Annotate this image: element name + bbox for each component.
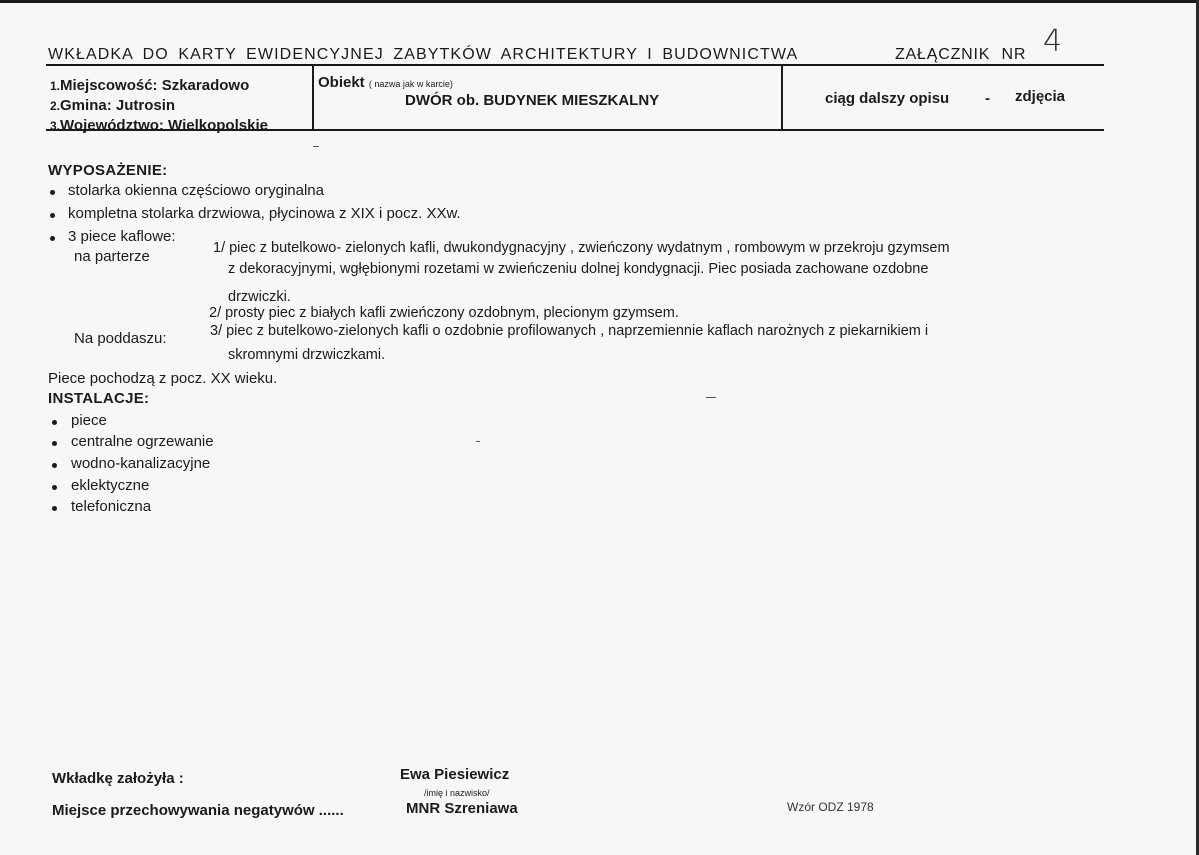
location-town: 1.Miejscowość: Szkaradowo xyxy=(50,77,250,94)
stove-3-line-1: 3/ piec z butelkowo-zielonych kafli o ozdobnie profilowanych , naprzemiennie kaflach narożnych z piekarnikiem i xyxy=(210,323,929,339)
equipment-item-windows: stolarka okienna częściowo oryginalna xyxy=(68,182,324,199)
photos-label: zdjęcia xyxy=(1015,88,1066,105)
ground-floor-label: na parterze xyxy=(74,248,150,265)
bullet xyxy=(52,441,57,446)
scan-speck xyxy=(706,397,716,398)
attachment-label: ZAŁĄCZNIK NR xyxy=(895,46,1027,63)
continuation-dash: - xyxy=(985,90,990,107)
object-label: Obiekt ( nazwa jak w karcie) xyxy=(318,74,453,91)
installation-item-stoves: piece xyxy=(71,412,107,429)
bullet xyxy=(50,213,55,218)
header-rule-top xyxy=(46,64,1104,66)
equipment-heading: WYPOSAŻENIE: xyxy=(48,162,168,179)
author-name-note: /imię i nazwisko/ xyxy=(424,788,490,798)
bullet xyxy=(52,463,57,468)
stove-1-line-3: drzwiczki. xyxy=(228,289,291,305)
stoves-origin: Piece pochodzą z pocz. XX wieku. xyxy=(48,370,278,387)
installation-item-phone: telefoniczna xyxy=(71,498,152,515)
header-divider-1 xyxy=(312,65,314,130)
stove-3-line-2: skromnymi drzwiczkami. xyxy=(228,347,386,363)
attic-label: Na poddaszu: xyxy=(74,330,167,347)
installation-item-electric: eklektyczne xyxy=(71,477,150,494)
object-name: DWÓR ob. BUDYNEK MIESZKALNY xyxy=(405,92,660,109)
bullet xyxy=(50,190,55,195)
scan-speck xyxy=(313,146,319,147)
installation-item-water: wodno-kanalizacyjne xyxy=(71,455,211,472)
author-label: Wkładkę założyła : xyxy=(52,770,184,787)
stove-2: 2/ prosty piec z białych kafli zwieńczony ozdobnym, plecionym gzymsem. xyxy=(209,305,679,321)
location-voivodeship: 3.Województwo: Wielkopolskie xyxy=(50,117,268,134)
scan-speck xyxy=(476,441,480,442)
installations-heading: INSTALACJE: xyxy=(48,390,150,407)
continuation-label: ciąg dalszy opisu xyxy=(825,90,950,107)
stove-1-line-1: 1/ piec z butelkowo- zielonych kafli, dwukondygnacyjny , zwieńczony wydatnym , rombowym w przekroju gzymsem xyxy=(213,240,950,256)
author-name: Ewa Piesiewicz xyxy=(400,766,510,783)
header-divider-2 xyxy=(781,65,783,130)
negatives-place: MNR Szreniawa xyxy=(406,800,518,817)
scan-edge-top xyxy=(0,0,1199,3)
equipment-item-stoves: 3 piece kaflowe: xyxy=(68,228,176,245)
bullet xyxy=(52,420,57,425)
negatives-label: Miejsce przechowywania negatywów ...... xyxy=(52,802,344,819)
template-reference: Wzór ODZ 1978 xyxy=(787,800,874,814)
location-commune: 2.Gmina: Jutrosin xyxy=(50,97,176,114)
attachment-number: 4 xyxy=(1043,24,1063,59)
bullet xyxy=(50,236,55,241)
bullet xyxy=(52,506,57,511)
bullet xyxy=(52,485,57,490)
installation-item-heating: centralne ogrzewanie xyxy=(71,433,214,450)
object-label-note: ( nazwa jak w karcie) xyxy=(368,79,453,89)
equipment-item-doors: kompletna stolarka drzwiowa, płycinowa z XIX i pocz. XXw. xyxy=(68,205,461,222)
form-title: WKŁADKA DO KARTY EWIDENCYJNEJ ZABYTKÓW ARCHITEKTURY I BUDOWNICTWA xyxy=(48,46,799,63)
stove-1-line-2: z dekoracyjnymi, wgłębionymi rozetami w zwieńczeniu dolnej kondygnacji. Piec posiada zachowane ozdobne xyxy=(228,261,929,277)
